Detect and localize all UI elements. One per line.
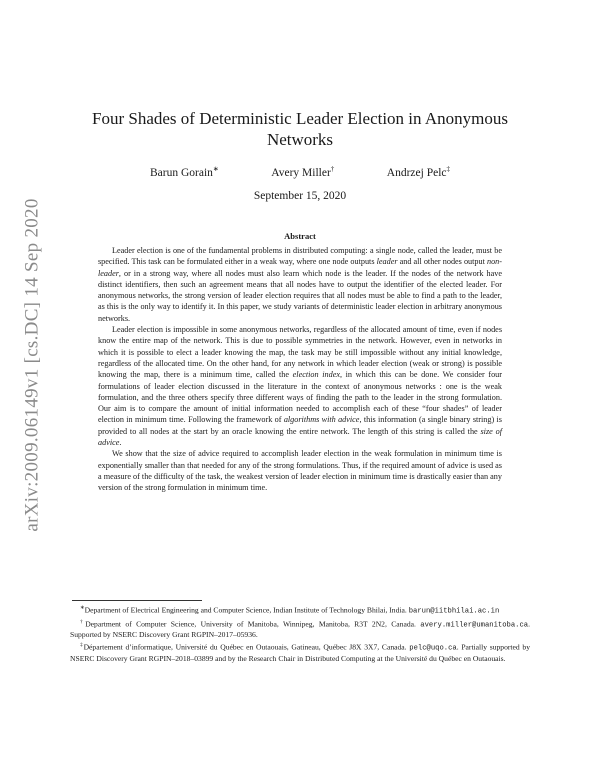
- text-run: .: [119, 438, 122, 448]
- author-name: Barun Gorain: [150, 166, 213, 179]
- abstract-paragraph: We show that the size of advice required to accomplish leader election in the weak formulation in minimum time is exponentially smaller than that needed for any of the strong formulations. Thus, if the required amount of advice is used as a measure of the difficulty of the task, the weakest version of leader election in minimum time is drastically easier than any version of the strong formulation in minimum time.: [98, 449, 502, 493]
- author: [150, 165, 219, 179]
- term-non-leader: non-leader: [98, 257, 502, 278]
- arxiv-id-text: arXiv:2009.06149v1 [cs.DC] 14 Sep 2020: [22, 198, 44, 532]
- abstract-paragraph: [98, 324, 502, 448]
- text-run: , in which this can be done. We consider four formulations of leader election discussed in the literature in the context of anonymous networks : one is the weak formulation, and the three others specify three different ways of finding the path to the leader in the strong formulation. Our aim is to compare the amount of initial information needed to accomplish each of these “four shades” of leader election in minimum time. Following the framework of: [98, 370, 502, 425]
- footnote-text: . Partially supported by NSERC Discovery Grant RGPIN–2018–03899 and by the Research Chair in Distributed Computing at the Université du Québec en Outaouais.: [70, 642, 530, 663]
- footnote-text: Département d’informatique, Université du Québec en Outaouais, Gatineau, Québec J8X 3X7, Canada.: [83, 642, 407, 652]
- term-election-index: election index: [292, 370, 340, 380]
- email-address: barun@iitbhilai.ac.in: [408, 607, 500, 616]
- author-name: Avery Miller: [271, 166, 331, 179]
- footnotes: [70, 603, 530, 664]
- text-run: , or in a strong way, where all nodes must also learn which node is the leader. If the nodes of the network have distinct identifiers, then such an agreement means that all nodes have to output the identifier of the elected leader. For anonymous networks, the strong version of leader election requires that all nodes must be able to find a path to the leader, as this is the only way to identify it. In this paper, we study variants of deterministic leader election in arbitrary anonymous networks.: [98, 268, 502, 323]
- term-leader: leader: [376, 257, 398, 267]
- author-mark: ∗: [212, 165, 219, 173]
- email-address: pelc@uqo.ca: [409, 644, 457, 653]
- footnote-text: Department of Electrical Engineering and Computer Science, Indian Institute of Technology Bhilai, India.: [84, 605, 407, 615]
- paper-title: Four Shades of Deterministic Leader Election in Anonymous Networks: [92, 109, 508, 149]
- text-run: and all other nodes output: [397, 257, 487, 267]
- abstract-body: [98, 245, 502, 494]
- author-name: Andrzej Pelc: [386, 166, 447, 179]
- abstract-heading: Abstract: [284, 231, 316, 241]
- abstract-paragraph: [98, 245, 502, 324]
- text-run: , this information (a single binary string) is provided to all nodes at the start by an oracle knowing the entire network. The length of this string is called the: [98, 415, 502, 436]
- text-run: Leader election is impossible in some anonymous networks, regardless of the allocated amount of time, even if nodes know the entire map of the network. This is due to possible symmetries in the network. However, even in networks in which it is possible to elect a leader knowing the map, the task may be still impossible without any initial knowledge, regardless of the allocated time. On the other hand, for any network in which leader election (weak or strong) is possible knowing the map, there is a minimum time, called the: [98, 325, 502, 380]
- author-mark: ‡: [446, 165, 450, 173]
- email-address: avery.miller@umanitoba.ca: [420, 621, 529, 630]
- term-size-of-advice: size of advice: [98, 426, 502, 448]
- footnote-mark: †: [80, 618, 86, 625]
- footnote: [70, 617, 530, 641]
- author-mark: †: [330, 165, 335, 173]
- footnote: [70, 603, 530, 617]
- footnote-text: Department of Computer Science, University of Manitoba, Winnipeg, Manitoba, R3T 2N2, Canada.: [85, 619, 416, 629]
- text-run: Leader election is one of the fundamental problems in distributed computing: a single node, called the leader, must be specified. This task can be formulated either in a weak way, where one node outputs: [98, 246, 502, 267]
- footnote: [70, 640, 530, 664]
- footnote-text: . Supported by NSERC Discovery Grant RGPIN–2017–05936.: [70, 619, 531, 640]
- footnote-mark: ‡: [80, 642, 84, 649]
- term-algorithms-with-advice: algorithms with advice: [283, 415, 360, 425]
- author: [387, 165, 450, 179]
- author-list: [150, 165, 450, 179]
- footnote-divider: [72, 600, 202, 601]
- footnote-mark: ∗: [80, 605, 85, 611]
- author: [271, 165, 334, 179]
- paper-date: September 15, 2020: [253, 190, 347, 202]
